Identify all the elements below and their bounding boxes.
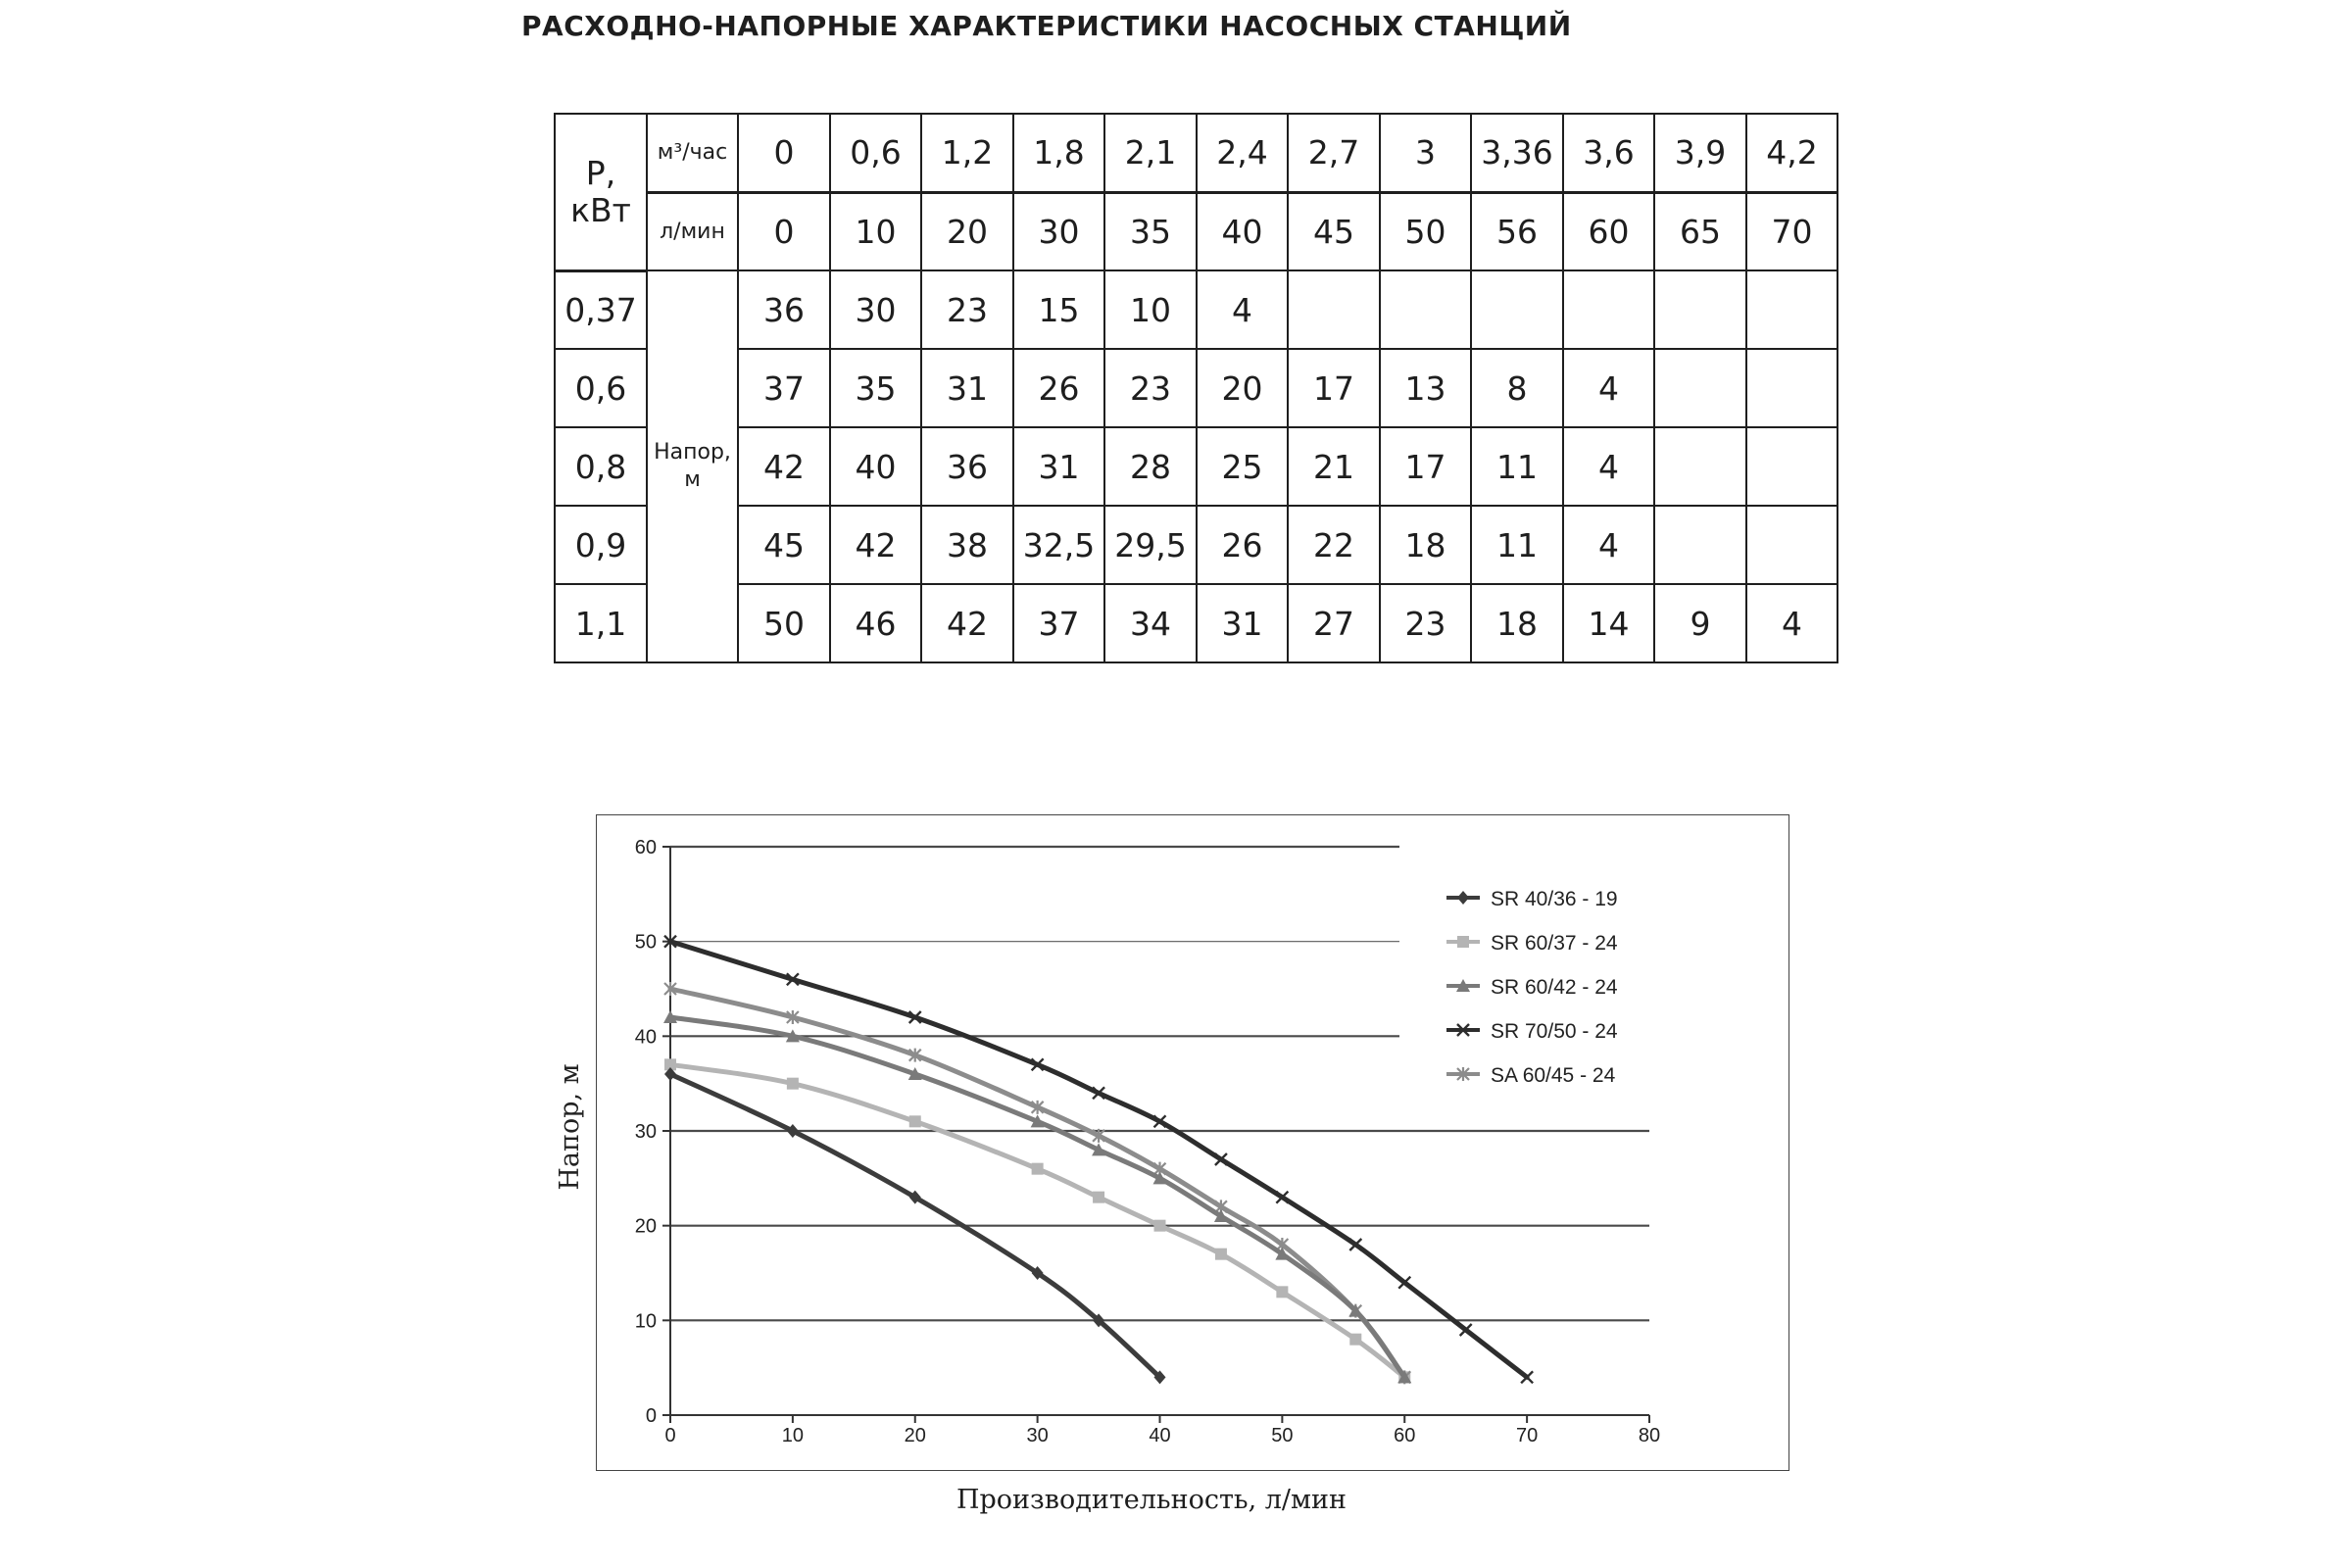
flow-m3-cell: 3 — [1380, 114, 1471, 192]
data-point — [1276, 1286, 1288, 1298]
legend-label: SR 70/50 - 24 — [1491, 1020, 1618, 1043]
legend-label: SA 60/45 - 24 — [1491, 1064, 1616, 1087]
head-value-cell: 10 — [1104, 270, 1197, 349]
flow-lmin-cell: 70 — [1746, 192, 1838, 270]
head-value-cell: 4 — [1563, 427, 1654, 506]
y-tick-label: 50 — [634, 931, 657, 954]
head-value-cell: 17 — [1288, 349, 1380, 427]
power-cell: 0,8 — [555, 427, 647, 506]
head-value-cell: 31 — [921, 349, 1013, 427]
flow-lmin-cell: 30 — [1013, 192, 1104, 270]
head-value-cell: 34 — [1104, 584, 1197, 662]
data-point — [1154, 1220, 1166, 1232]
flow-lmin-cell: 35 — [1104, 192, 1197, 270]
flow-lmin-cell: 0 — [738, 192, 830, 270]
head-value-cell: 26 — [1013, 349, 1104, 427]
data-point — [1215, 1249, 1227, 1260]
head-value-cell: 18 — [1471, 584, 1563, 662]
head-value-cell: 9 — [1654, 584, 1746, 662]
unit-m3-label: м³/час — [647, 114, 738, 192]
flow-lmin-cell: 45 — [1288, 192, 1380, 270]
data-point — [909, 1115, 921, 1127]
power-cell: 1,1 — [555, 584, 647, 662]
head-value-cell: 37 — [1013, 584, 1104, 662]
head-value-cell: 18 — [1380, 506, 1471, 584]
y-tick-label: 10 — [634, 1310, 657, 1333]
head-value-cell: 14 — [1563, 584, 1654, 662]
flow-m3-cell: 0 — [738, 114, 830, 192]
data-point — [1460, 1324, 1472, 1336]
head-value-cell: 37 — [738, 349, 830, 427]
head-value-cell: 23 — [921, 270, 1013, 349]
head-value-cell: 46 — [830, 584, 921, 662]
series-line — [670, 942, 1527, 1378]
head-value-cell: 40 — [830, 427, 921, 506]
head-value-cell: 28 — [1104, 427, 1197, 506]
head-value-cell: 8 — [1471, 349, 1563, 427]
head-value-cell: 42 — [921, 584, 1013, 662]
data-point — [1457, 891, 1469, 905]
head-value-cell: 20 — [1197, 349, 1288, 427]
head-value-cell: 38 — [921, 506, 1013, 584]
flow-lmin-cell: 40 — [1197, 192, 1288, 270]
head-value-cell: 25 — [1197, 427, 1288, 506]
head-value-cell: 4 — [1746, 584, 1838, 662]
data-point — [1398, 1277, 1410, 1289]
data-point — [1521, 1371, 1533, 1383]
flow-m3-cell: 2,1 — [1104, 114, 1197, 192]
series-line — [670, 1017, 1404, 1377]
power-cell: 0,6 — [555, 349, 647, 427]
flow-lmin-cell: 20 — [921, 192, 1013, 270]
y-tick-label: 0 — [645, 1405, 657, 1427]
x-tick-label: 10 — [781, 1425, 804, 1446]
flow-lmin-cell: 56 — [1471, 192, 1563, 270]
head-value-cell: 22 — [1288, 506, 1380, 584]
flow-m3-cell: 1,8 — [1013, 114, 1104, 192]
legend — [1446, 888, 1618, 1087]
head-value-cell: 42 — [830, 506, 921, 584]
head-value-cell: 4 — [1563, 506, 1654, 584]
head-value-cell: 42 — [738, 427, 830, 506]
flow-m3-cell: 4,2 — [1746, 114, 1838, 192]
data-point — [1457, 936, 1469, 948]
head-value-cell: 27 — [1288, 584, 1380, 662]
flow-lmin-cell: 65 — [1654, 192, 1746, 270]
head-value-cell: 23 — [1380, 584, 1471, 662]
x-tick-label: 0 — [664, 1425, 676, 1446]
head-label-unit: м — [684, 467, 701, 492]
flow-m3-cell: 3,36 — [1471, 114, 1563, 192]
head-value-cell: 29,5 — [1104, 506, 1197, 584]
x-tick-label: 20 — [904, 1425, 926, 1446]
head-value-cell: 32,5 — [1013, 506, 1104, 584]
head-value-cell: 35 — [830, 349, 921, 427]
power-header-unit: кВт — [570, 190, 631, 229]
head-value-cell: 36 — [921, 427, 1013, 506]
series-4 — [664, 982, 1410, 1384]
head-value-cell: 30 — [830, 270, 921, 349]
head-value-cell: 11 — [1471, 427, 1563, 506]
data-point — [1349, 1334, 1361, 1346]
head-value-cell: 4 — [1197, 270, 1288, 349]
y-tick-label: 40 — [634, 1026, 657, 1049]
head-value-cell: 26 — [1197, 506, 1288, 584]
head-value-cell: 13 — [1380, 349, 1471, 427]
x-axis-title: Производительность, л/мин — [956, 1485, 1348, 1515]
y-tick-label: 60 — [634, 837, 657, 858]
head-value-cell: 21 — [1288, 427, 1380, 506]
y-tick-label: 30 — [634, 1121, 657, 1143]
head-label-text: Напор, — [654, 440, 731, 465]
head-value-cell: 11 — [1471, 506, 1563, 584]
head-value-cell: 50 — [738, 584, 830, 662]
y-tick-label: 20 — [634, 1215, 657, 1238]
flow-m3-cell: 2,7 — [1288, 114, 1380, 192]
head-value-cell: 31 — [1197, 584, 1288, 662]
x-tick-label: 60 — [1394, 1425, 1416, 1446]
legend-label: SR 40/36 - 19 — [1491, 888, 1618, 910]
y-axis-title: Напор, м — [555, 1063, 585, 1191]
series-line — [670, 989, 1404, 1377]
power-header-symbol: Р, — [585, 153, 616, 192]
flow-m3-cell: 0,6 — [830, 114, 921, 192]
x-tick-label: 80 — [1638, 1425, 1661, 1446]
x-tick-label: 50 — [1271, 1425, 1294, 1446]
flow-lmin-cell: 50 — [1380, 192, 1471, 270]
head-value-cell: 17 — [1380, 427, 1471, 506]
flow-m3-cell: 1,2 — [921, 114, 1013, 192]
flow-m3-cell: 3,9 — [1654, 114, 1746, 192]
flow-m3-cell: 2,4 — [1197, 114, 1288, 192]
legend-label: SR 60/37 - 24 — [1491, 932, 1618, 955]
power-cell: 0,9 — [555, 506, 647, 584]
flow-lmin-cell: 10 — [830, 192, 921, 270]
x-tick-label: 70 — [1516, 1425, 1539, 1446]
data-point — [1032, 1163, 1044, 1175]
legend-label: SR 60/42 - 24 — [1491, 976, 1618, 999]
head-value-cell: 23 — [1104, 349, 1197, 427]
power-cell: 0,37 — [555, 270, 647, 349]
x-tick-label: 30 — [1026, 1425, 1049, 1446]
page-title: РАСХОДНО-НАПОРНЫЕ ХАРАКТЕРИСТИКИ НАСОСНЫХ СТАНЦИЙ — [521, 10, 1572, 42]
head-value-cell: 4 — [1563, 349, 1654, 427]
data-point — [1093, 1192, 1104, 1203]
data-point — [787, 1078, 799, 1090]
head-value-cell: 45 — [738, 506, 830, 584]
flow-lmin-cell: 60 — [1563, 192, 1654, 270]
head-value-cell: 31 — [1013, 427, 1104, 506]
head-value-cell: 36 — [738, 270, 830, 349]
flow-m3-cell: 3,6 — [1563, 114, 1654, 192]
unit-lmin-label: л/мин — [647, 192, 738, 270]
head-value-cell: 15 — [1013, 270, 1104, 349]
x-tick-label: 40 — [1149, 1425, 1171, 1446]
